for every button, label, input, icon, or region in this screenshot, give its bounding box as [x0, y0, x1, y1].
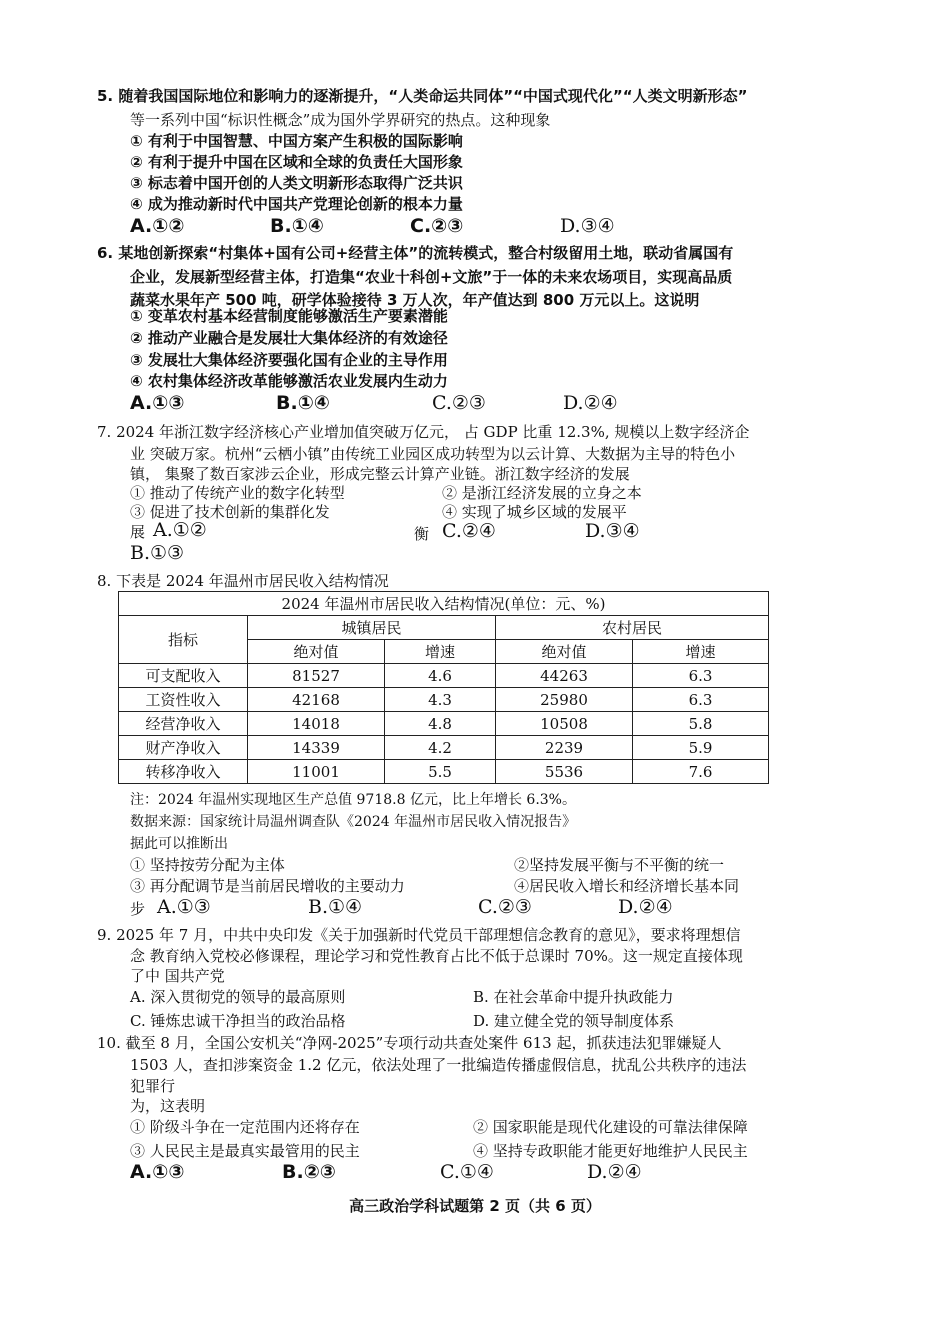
- q6-stem-line2: 企业，发展新型经营主体，打造集“农业十科创+文旅”于一体的未来农场项目，实现高品质: [130, 268, 733, 286]
- rural-abs: 10508: [496, 712, 633, 736]
- q8-note: 注：2024 年温州实现地区生产总值 9718.8 亿元，比上年增长 6.3%。: [130, 792, 576, 808]
- q10-option-c: C.①④: [440, 1161, 494, 1183]
- q8-source: 数据来源：国家统计局温州调查队《2024 年温州市居民收入情况报告》: [130, 814, 577, 830]
- q7-stem-line1: 7. 2024 年浙江数字经济核心产业增加值突破万亿元， 占 GDP 比重 12.3%, 规模以上数字经济企: [97, 423, 750, 441]
- urban-abs: 42168: [248, 688, 385, 712]
- table-row: [119, 688, 769, 712]
- q7-item-2: ② 是浙江经济发展的立身之本: [442, 484, 642, 502]
- q8-item-4: ④居民收入增长和经济增长基本同: [514, 877, 740, 895]
- rural-abs: 44263: [496, 664, 633, 688]
- q10-option-d: D.②④: [587, 1161, 642, 1183]
- rural-abs: 2239: [496, 736, 633, 760]
- rural-rate: 6.3: [633, 664, 769, 688]
- page-footer: 高三政治学科试题第 2 页（共 6 页）: [349, 1197, 601, 1215]
- income-table: [118, 591, 769, 784]
- q6-stem-line1: 6. 某地创新探索“村集体+国有公司+经营主体”的流转模式，整合村级留用土地，联动省属国有: [97, 244, 734, 262]
- row-name: 经营净收入: [119, 712, 248, 736]
- q6-option-b: B.①④: [276, 392, 330, 414]
- header-urban-rate: 增速: [385, 640, 496, 664]
- q8-item-3: ③ 再分配调节是当前居民增收的主要动力: [130, 877, 405, 895]
- header-rural: 农村居民: [496, 616, 769, 640]
- header-urban: 城镇居民: [248, 616, 496, 640]
- q8-option-d: D.②④: [618, 896, 673, 918]
- q10-stem-line4: 为，这表明: [130, 1097, 206, 1115]
- q8-stem: 8. 下表是 2024 年温州市居民收入结构情况: [97, 572, 389, 590]
- row-name: 工资性收入: [119, 688, 248, 712]
- table-row: [119, 712, 769, 736]
- q9-option-d: D. 建立健全党的领导制度体系: [473, 1012, 675, 1030]
- table-title: 2024 年温州市居民收入结构情况(单位：元、%): [119, 592, 769, 616]
- q9-option-b: B. 在社会革命中提升执政能力: [473, 988, 674, 1006]
- urban-rate: 4.3: [385, 688, 496, 712]
- rural-abs: 25980: [496, 688, 633, 712]
- q7-option-b: B.①③: [130, 542, 185, 564]
- q9-stem-line2: 念 教育纳入党校必修课程，理论学习和党性教育占比不低于总课时 70%。这一规定直接体现: [130, 947, 743, 965]
- urban-abs: 14339: [248, 736, 385, 760]
- q8-option-a: A.①③: [157, 896, 211, 918]
- table-row: [119, 664, 769, 688]
- row-name: 财产净收入: [119, 736, 248, 760]
- q6-option-a: A.①③: [130, 392, 185, 414]
- urban-abs: 81527: [248, 664, 385, 688]
- q7-option-d: D.③④: [585, 520, 640, 542]
- q10-item-1: ① 阶级斗争在一定范围内还将存在: [130, 1118, 360, 1136]
- header-rural-rate: 增速: [633, 640, 769, 664]
- q6-option-c: C.②③: [432, 392, 486, 414]
- q5-stem-line2: 等一系列中国“标识性概念”成为国外学界研究的热点。这种现象: [130, 111, 551, 129]
- rural-abs: 5536: [496, 760, 633, 784]
- q5-item-2: ② 有利于提升中国在区域和全球的负责任大国形象: [130, 153, 463, 171]
- q9-stem-line1: 9. 2025 年 7 月，中共中央印发《关于加强新时代党员干部理想信念教育的意见》，要求将理想信: [97, 926, 741, 944]
- q6-item-2: ② 推动产业融合是发展壮大集体经济的有效途径: [130, 329, 448, 347]
- q10-item-4: ④ 坚持专政职能才能更好地维护人民民主: [473, 1142, 748, 1160]
- urban-rate: 4.8: [385, 712, 496, 736]
- q5-item-3: ③ 标志着中国开创的人类文明新形态取得广泛共识: [130, 174, 463, 192]
- q7-item-1: ① 推动了传统产业的数字化转型: [130, 484, 345, 502]
- urban-abs: 11001: [248, 760, 385, 784]
- rural-rate: 5.8: [633, 712, 769, 736]
- q7-item-4: ④ 实现了城乡区域的发展平: [442, 503, 627, 521]
- urban-rate: 4.6: [385, 664, 496, 688]
- table-row: [119, 760, 769, 784]
- q6-option-d: D.②④: [563, 392, 618, 414]
- q10-option-a: A.①③: [130, 1161, 185, 1183]
- rural-rate: 5.9: [633, 736, 769, 760]
- header-rural-abs: 绝对值: [496, 640, 633, 664]
- row-name: 转移净收入: [119, 760, 248, 784]
- q5-option-d: D.③④: [560, 215, 615, 237]
- q9-option-c: C. 锤炼忠诚干净担当的政治品格: [130, 1012, 346, 1030]
- q6-item-3: ③ 发展壮大集体经济要强化国有企业的主导作用: [130, 351, 448, 369]
- q9-option-a: A. 深入贯彻党的领导的最高原则: [130, 988, 346, 1006]
- q10-item-2: ② 国家职能是现代化建设的可靠法律保障: [473, 1118, 748, 1136]
- q8-infer: 据此可以推断出: [130, 836, 228, 852]
- q8-item-2: ②坚持发展平衡与不平衡的统一: [514, 856, 725, 874]
- header-index: 指标: [119, 616, 248, 664]
- q10-stem-line3: 犯罪行: [130, 1077, 176, 1095]
- q7-stem-line2: 业 突破万家。杭州“云栖小镇”由传统工业园区成功转型为以云计算、大数据为主导的特色小: [130, 445, 736, 463]
- table-row: [119, 736, 769, 760]
- q10-item-3: ③ 人民民主是最真实最管用的民主: [130, 1142, 360, 1160]
- q10-stem-line2: 1503 人，查扣涉案资金 1.2 亿元，依法处理了一批编造传播虚假信息，扰乱公共秩序的违法: [130, 1056, 747, 1074]
- q7-item-3-continuation: 展: [130, 523, 146, 541]
- q6-item-4: ④ 农村集体经济改革能够激活农业发展内生动力: [130, 372, 448, 390]
- header-urban-abs: 绝对值: [248, 640, 385, 664]
- q9-stem-line3: 了中 国共产党: [130, 967, 225, 985]
- q7-stem-line3: 镇， 集聚了数百家涉云企业，形成完整云计算产业链。浙江数字经济的发展: [130, 465, 630, 483]
- urban-rate: 5.5: [385, 760, 496, 784]
- q5-option-b: B.①④: [270, 215, 324, 237]
- q5-item-1: ① 有利于中国智慧、中国方案产生积极的国际影响: [130, 132, 463, 150]
- q6-stem-line3: 蔬菜水果年产 500 吨，研学体验接待 3 万人次，年产值达到 800 万元以上。这说明: [130, 291, 700, 309]
- q7-option-a: A.①②: [153, 519, 207, 541]
- rural-rate: 7.6: [633, 760, 769, 784]
- q7-item-3: ③ 促进了技术创新的集群化发: [130, 503, 330, 521]
- q8-option-b: B.①④: [308, 896, 363, 918]
- q5-item-4: ④ 成为推动新时代中国共产党理论创新的根本力量: [130, 195, 463, 213]
- rural-rate: 6.3: [633, 688, 769, 712]
- row-name: 可支配收入: [119, 664, 248, 688]
- q8-item-1: ① 坚持按劳分配为主体: [130, 856, 285, 874]
- q5-stem-line1: 5. 随着我国国际地位和影响力的逐渐提升，“人类命运共同体”“中国式现代化”“人类文明新形态”: [97, 87, 748, 105]
- q7-item-4-continuation: 衡: [414, 525, 430, 543]
- urban-abs: 14018: [248, 712, 385, 736]
- q7-option-c: C.②④: [442, 520, 496, 542]
- q8-item-4-continuation: 步: [130, 900, 146, 918]
- q5-option-c: C.②③: [410, 215, 464, 237]
- q8-option-c: C.②③: [478, 896, 532, 918]
- q10-option-b: B.②③: [282, 1161, 336, 1183]
- q10-stem-line1: 10. 截至 8 月，全国公安机关“净网-2025”专项行动共查处案件 613 起，抓获违法犯罪嫌疑人: [97, 1034, 722, 1052]
- urban-rate: 4.2: [385, 736, 496, 760]
- q6-item-1: ① 变革农村基本经营制度能够激活生产要素潜能: [130, 307, 448, 325]
- q5-option-a: A.①②: [130, 215, 185, 237]
